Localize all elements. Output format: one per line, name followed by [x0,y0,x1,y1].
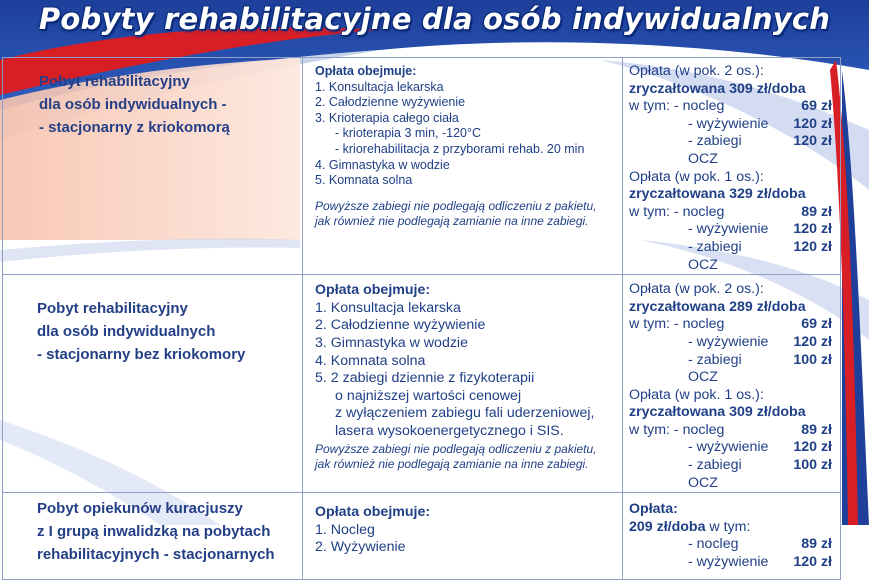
includes-cell [303,493,623,580]
price-title: Opłata (w pok. 2 os.): [629,281,764,298]
price-line: w tym: - nocleg 69 zł [629,98,832,115]
includes-cell [303,58,623,275]
page-title: Pobyty rehabilitacyjne dla osób indywidualnych [38,2,831,36]
price-line: - zabiegi OCZ 120 zł [688,238,832,273]
offer-name-cell [3,58,303,275]
includes-header: Opłata obejmuje: [315,504,431,521]
list-item: 1. Konsultacja lekarska [315,79,444,94]
list-item: 3. Gimnastyka w wodzie [315,334,468,351]
list-item: 2. Całodzienne wyżywienie [315,317,486,334]
list-item: 3. Krioterapia całego ciała [315,110,459,125]
price-line: - wyżywienie 120 zł [688,554,832,571]
price-block [623,58,840,274]
list-item: 2. Wyżywienie [315,539,406,556]
price-title: Opłata (w pok. 1 os.): [629,386,764,403]
price-line: - wyżywienie 120 zł [688,221,832,238]
price-line: w tym: - nocleg 89 zł [629,421,832,438]
list-item: z wyłączeniem zabiegu fali uderzeniowej, [335,405,595,422]
list-item: lasera wysokoenergetycznego i SIS. [335,422,564,439]
includes-list [303,58,622,229]
list-item: o najniższej wartości cenowej [335,387,522,404]
price-total: zryczałtowana 309 zł/doba [629,404,806,421]
table-row [3,58,841,275]
price-total: zryczałtowana 289 zł/doba [629,298,806,315]
includes-cell [303,275,623,493]
list-item: 5. 2 zabiegi dziennie z fizykoterapii [315,370,535,387]
price-line: - wyżywienie 120 zł [688,439,832,456]
price-line: w tym: - nocleg 89 zł [629,203,832,220]
offers-table [2,57,841,580]
price-block [623,493,840,571]
includes-header: Opłata obejmuje: [315,64,417,78]
list-item: - krioterapia 3 min, -120°C [335,126,482,141]
price-block [623,275,840,492]
offer-name: Pobyt opiekunów kuracjuszy z I grupą inwalidzką na pobytach rehabilitacyjnych - stacjonarnych [37,500,275,564]
includes-list [303,493,622,557]
price-total-line: 209 zł/doba w tym: [629,518,751,535]
offer-name: Pobyt rehabilitacyjny dla osób indywidualnych - - stacjonarny z kriokomorą [39,73,230,136]
list-item: - kriorehabilitacja z przyborami rehab. 20 min [335,141,585,156]
list-item: 2. Całodzienne wyżywienie [315,95,466,110]
price-cell [623,58,841,275]
price-cell [623,275,841,493]
price-line: - zabiegi OCZ 100 zł [688,457,832,491]
note: Powyższe zabiegi nie podlegają odliczeniu z pakietu, jak również nie podlegają zamianie na inne zabiegi. [315,442,597,472]
offer-name: Pobyt rehabilitacyjny dla osób indywidualnych - stacjonarny bez kriokomory [37,300,246,364]
list-item: 1. Konsultacja lekarska [315,299,461,316]
offer-name-cell [3,493,303,580]
list-item: 1. Nocleg [315,521,375,538]
note: Powyższe zabiegi nie podlegają odliczeniu z pakietu, jak również nie podlegają zamianie na inne zabiegi. [315,198,597,228]
price-line: - zabiegi OCZ 100 zł [688,351,832,386]
price-title: Opłata (w pok. 2 os.): [629,63,764,79]
list-item: 4. Komnata solna [315,352,426,369]
price-line: - wyżywienie 120 zł [688,115,832,132]
includes-header: Opłata obejmuje: [315,282,431,299]
offer-name-cell [3,275,303,493]
price-line: - wyżywienie 120 zł [688,333,832,350]
price-total: zryczałtowana 329 zł/doba [629,186,806,203]
table-row [3,275,841,493]
price-line: - zabiegi OCZ 120 zł [688,133,832,167]
price-title: Opłata: [629,501,678,518]
price-line: w tym: - nocleg 69 zł [629,316,832,333]
list-item: 4. Gimnastyka w wodzie [315,157,450,172]
price-line: - nocleg 89 zł [688,536,832,553]
table-row [3,493,841,580]
price-cell [623,493,841,580]
price-title: Opłata (w pok. 1 os.): [629,168,764,185]
list-item: 5. Komnata solna [315,173,413,188]
includes-list [303,275,622,472]
price-total: zryczałtowana 309 zł/doba [629,80,806,97]
